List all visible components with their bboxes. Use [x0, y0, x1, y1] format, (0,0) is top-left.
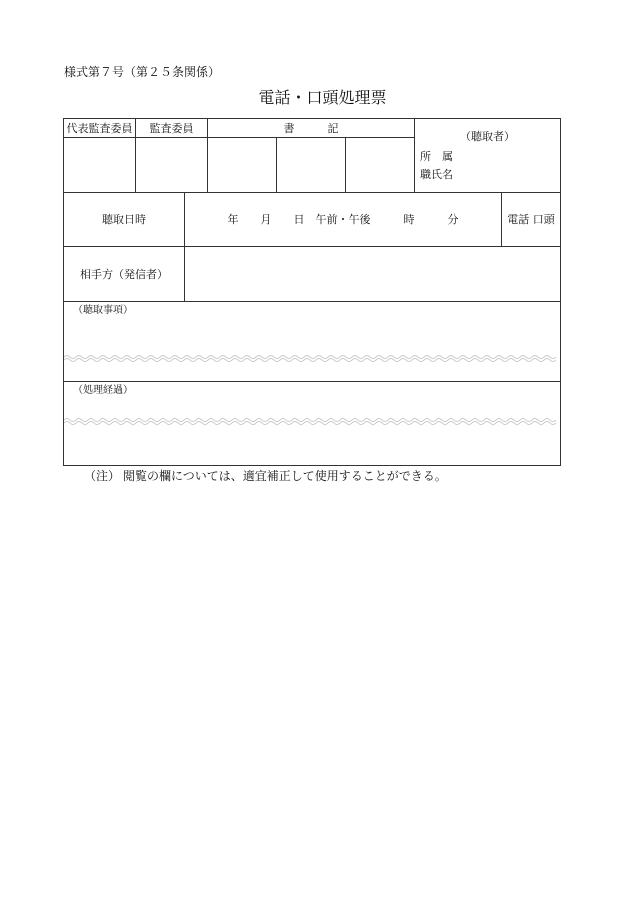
datetime-label: 聴取日時 — [102, 213, 146, 226]
caller-label: 相手方（発信者） — [80, 268, 168, 281]
matters-label: （聴取事項） — [73, 305, 133, 316]
affiliation-label: 所 属 — [420, 150, 453, 163]
matters-field[interactable] — [64, 320, 560, 380]
stamp-cell-clerk-2[interactable] — [277, 138, 345, 192]
datetime-field[interactable]: 年 月 日 午前・午後 時 分 — [227, 213, 459, 226]
method-field[interactable]: 電話 口頭 — [507, 213, 555, 226]
job-name-label: 職氏名 — [420, 168, 453, 181]
note-mark: （注） — [84, 469, 121, 483]
stamp-cell-clerk-3[interactable] — [346, 138, 414, 192]
process-field[interactable] — [64, 400, 560, 464]
stamp-cell-chief[interactable] — [64, 138, 135, 192]
listener-heading: （聴取者） — [460, 130, 515, 143]
form-reference: 様式第７号（第２５条関係） — [64, 65, 221, 79]
page-title: 電話・口頭処理票 — [258, 88, 387, 107]
approval-member-label: 監査委員 — [149, 122, 194, 135]
process-label: （処理経過） — [73, 385, 133, 396]
approval-chief-label: 代表監査委員 — [66, 122, 133, 135]
stamp-cell-clerk-1[interactable] — [208, 138, 276, 192]
stamp-cell-member[interactable] — [136, 138, 207, 192]
note-text: 閲覧の欄については、適宜補正して使用することができる。 — [123, 469, 447, 483]
approval-clerk-label: 書 記 — [283, 122, 339, 135]
caller-field[interactable] — [185, 247, 560, 301]
